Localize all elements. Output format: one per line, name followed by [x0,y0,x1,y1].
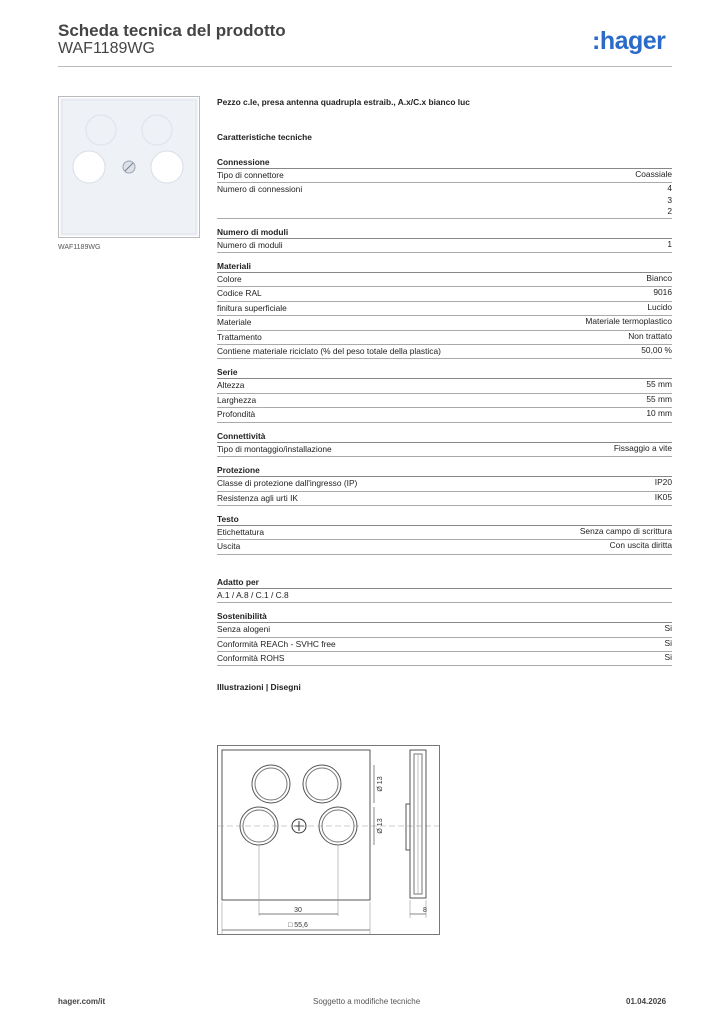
spec-row [217,526,672,540]
spec-row [217,589,672,603]
brand-logo[interactable]: :hager [592,27,666,55]
spec-section [217,465,672,506]
spec-values [580,526,672,539]
spec-section [217,514,672,555]
spec-row [217,273,672,287]
spec-value: Fissaggio a vite [613,442,672,453]
spec-row [217,379,672,393]
spec-row [217,638,672,652]
spec-label: Trattamento [217,331,262,342]
spec-label: Numero di moduli [217,239,283,250]
spec-value: 9016 [653,287,672,298]
spec-section [217,367,672,422]
spec-values [641,345,672,358]
technical-drawing-svg [218,746,439,934]
spec-values [646,273,672,286]
dim-width: 30 [294,907,302,914]
spec-section [217,261,672,359]
spec-label: Numero di connessioni [217,184,303,195]
section-title: Sostenibilità [217,611,672,623]
section-title: Serie [217,367,672,379]
spec-label: Conformità REACh - SVHC free [217,638,336,649]
spec-row [217,239,672,253]
spec-section [217,577,672,603]
product-code: WAF1189WG [58,40,155,57]
spec-values [665,652,672,665]
spec-row [217,183,672,218]
spec-values [665,623,672,636]
spec-value: 4 [667,183,672,194]
section-title: Connessione [217,157,672,169]
spec-value: Si [664,637,672,648]
spec-value: 55 mm [646,379,672,390]
spec-value: Si [664,623,672,634]
spec-label: finitura superficiale [217,302,287,313]
spec-values [635,169,672,182]
spec-section [217,431,672,457]
spec-label: Materiale [217,317,252,328]
spec-row [217,394,672,408]
spec-row [217,623,672,637]
spec-row [217,477,672,491]
spec-section [217,611,672,666]
spec-values [646,379,672,392]
spec-label: Senza alogeni [217,624,271,635]
spec-values [585,316,672,329]
section-title: Testo [217,514,672,526]
spec-label: Profondità [217,409,256,420]
spec-row [217,652,672,666]
spec-label: Tipo di montaggio/installazione [217,443,332,454]
spec-sections [217,157,672,666]
spec-value: Con uscita diritta [609,540,672,551]
footer-website[interactable]: hager.com/it [58,997,106,1006]
header-divider [58,66,672,67]
characteristics-title: Caratteristiche tecniche [217,132,312,142]
spec-values [653,287,672,300]
spec-values [628,331,672,344]
spec-row [217,169,672,183]
section-title: Protezione [217,465,672,477]
dim-depth: 8 [423,907,427,914]
spec-values [614,443,672,456]
spec-value: Si [664,651,672,662]
spec-row [217,408,672,422]
spec-row [217,345,672,359]
spec-value: Lucido [647,301,672,312]
spec-label: Altezza [217,380,245,391]
spec-values [647,302,672,315]
spec-label: Codice RAL [217,288,262,299]
spec-row [217,302,672,316]
spec-label: Tipo di connettore [217,170,284,180]
spec-label: Colore [217,274,242,285]
illustrations-title: Illustrazioni | Disegni [217,682,301,693]
spec-row [217,287,672,301]
spec-label: Conformità ROHS [217,652,285,663]
spec-values [667,183,672,217]
spec-label: Resistenza agli urti IK [217,492,298,503]
spec-value: Non trattato [628,330,672,341]
spec-value: Senza campo di scrittura [579,525,672,536]
spec-row [217,316,672,330]
spec-sheet [217,97,672,692]
spec-value: IK05 [654,491,672,502]
spec-value: Bianco [646,273,672,284]
spec-row [217,443,672,457]
spec-row [217,492,672,506]
dim-total: □ 55,6 [288,922,308,929]
section-title: Adatto per [217,577,672,589]
spec-value: Coassiale [635,169,672,179]
spec-value: 55 mm [646,393,672,404]
spec-values [665,638,672,651]
spec-value: 10 mm [646,408,672,419]
spec-label: A.1 / A.8 / C.1 / C.8 [217,589,289,600]
product-description: Pezzo c.le, presa antenna quadrupla estraib., A.x/C.x bianco luc [217,97,470,107]
page-title: Scheda tecnica del prodotto [58,21,286,40]
section-gap [217,563,672,577]
spec-values [667,239,672,252]
spec-label: Larghezza [217,394,257,405]
spec-value: Materiale termoplastico [585,316,672,327]
spec-values [655,477,672,490]
spec-value: 1 [667,238,672,249]
spec-label: Contiene materiale riciclato (% del peso totale della plastica) [217,346,441,357]
footer-note: Soggetto a modifiche tecniche [313,997,421,1006]
spec-value: 50,00 % [641,345,672,356]
spec-label: Classe di protezione dall'ingresso (IP) [217,478,358,489]
spec-values [646,394,672,407]
spec-section [217,227,672,253]
spec-value: 3 [667,194,672,205]
spec-label: Etichettatura [217,526,265,537]
section-title: Materiali [217,261,672,273]
footer-date: 01.04.2026 [626,997,667,1006]
dim-hole-top: Ø 13 [377,776,384,792]
spec-values [646,408,672,421]
product-image [58,96,200,238]
section-title: Connettività [217,431,672,443]
spec-values [610,540,672,553]
dim-hole-bottom: Ø 13 [377,818,384,834]
spec-value: IP20 [654,477,672,488]
technical-drawing [217,745,440,935]
section-title: Numero di moduli [217,227,672,239]
spec-value: 2 [667,206,672,217]
product-photo-icon [59,97,199,237]
spec-label: Uscita [217,541,241,552]
spec-row [217,540,672,554]
spec-values [655,492,672,505]
spec-section [217,157,672,219]
spec-row [217,331,672,345]
product-image-caption: WAF1189WG [58,244,101,251]
